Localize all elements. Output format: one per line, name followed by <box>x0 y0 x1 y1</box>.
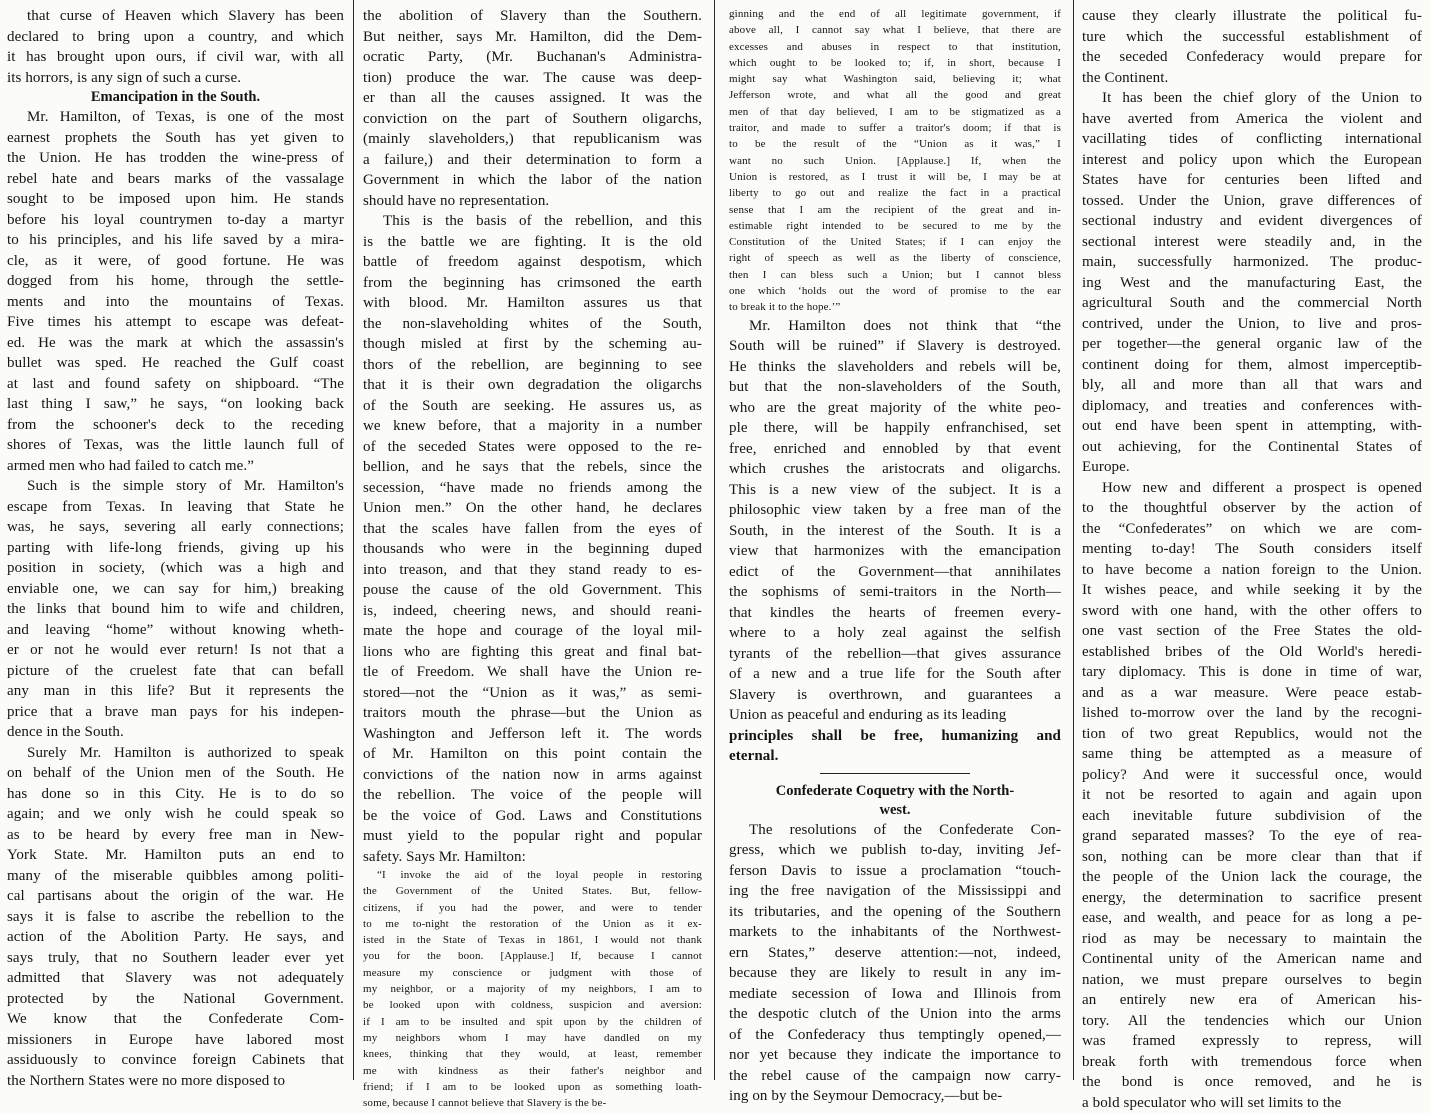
column-rule <box>353 0 354 1080</box>
text-line: of Mr. Hamilton on this point contain the <box>363 744 702 765</box>
text-line: safety. Says Mr. Hamilton: <box>363 847 702 868</box>
text-line: established bribes of the Old World's heredi- <box>1082 642 1422 663</box>
text-line: er than all the causes assigned. It was the <box>363 88 702 109</box>
text-line: out achieving, for the Continental States of <box>1082 437 1422 458</box>
text-line: ing on by the Seymour Democracy,—but be- <box>729 1086 1061 1107</box>
text-line: it not be resorted to again and again upon <box>1082 785 1422 806</box>
article-heading: Confederate Coquetry with the North- <box>729 782 1061 801</box>
text-line: nor yet because they indicate the importance to <box>729 1045 1061 1066</box>
text-line: me with kindness as their father's neighbor and <box>363 1063 702 1079</box>
text-line: it has brought upon ours, if civil war, with all <box>7 47 344 68</box>
text-line: on behalf of the Union men of the South. He <box>7 763 344 784</box>
text-line: thousands who were in the beginning duped <box>363 539 702 560</box>
text-line: an entirely new era of American his- <box>1082 990 1422 1011</box>
text-line: from the beginning has crimsoned the earth <box>363 273 702 294</box>
text-line: This is a new view of the subject. It is a <box>729 480 1061 501</box>
text-line: if I am to be insulted and spit upon by the children of <box>363 1014 702 1030</box>
text-line: Union is restored, as I trust it will be, I may be at <box>729 169 1061 185</box>
text-line: ple there, will be happily enfranchised, set <box>729 418 1061 439</box>
text-line: traitors mouth the phrase—but the Union as <box>363 703 702 724</box>
text-line: the rebellion. The voice of the people will <box>363 785 702 806</box>
text-line: tory. All the tendencies which our Union <box>1082 1011 1422 1032</box>
text-line: son, nothing can be more clear than that if <box>1082 847 1422 868</box>
text-line: It wishes peace, and while seeking it by the <box>1082 580 1422 601</box>
text-line: which crushes the aristocrats and oligarchs. <box>729 459 1061 480</box>
paragraph <box>7 743 344 1092</box>
text-line: has done so in this City. He is to do so <box>7 784 344 805</box>
text-line: It has been the chief glory of the Union to <box>1082 88 1422 109</box>
text-line: Continental unity of the American name and <box>1082 949 1422 970</box>
text-line: ture which the successful establishment of <box>1082 27 1422 48</box>
text-line: thors of the rebellion, are beginning to see <box>363 355 702 376</box>
paragraph <box>363 211 702 867</box>
text-line: action of the Abolition Party. He says, and <box>7 927 344 948</box>
paragraph <box>1082 6 1422 88</box>
text-line: mate the hope and courage of the loyal mil- <box>363 621 702 642</box>
text-line: We know that the Confederate Com- <box>7 1009 344 1030</box>
text-line: position in society, (which was a high and <box>7 558 344 579</box>
text-line: one vast section of the Free States the old- <box>1082 621 1422 642</box>
text-line: ments and into the mountains of Texas. <box>7 292 344 313</box>
text-line: right of speech as well as the liberty of conscience, <box>729 250 1061 266</box>
text-line: which ought to be looked to; if, in short, because I <box>729 55 1061 71</box>
text-line: because they are likely to result in any im- <box>729 963 1061 984</box>
text-line: be the voice of God. Laws and Constitutions <box>363 806 702 827</box>
text-line: sectional industry and evident divergences of <box>1082 211 1422 232</box>
text-line: ease, and wealth, and peace for as long a pe- <box>1082 908 1422 929</box>
text-line: contrived, under the Union, to live and pros- <box>1082 314 1422 335</box>
text-line: then I can bless such a Union; but I cannot bless <box>729 267 1061 283</box>
text-line: edict of the Government—that annihilates <box>729 562 1061 583</box>
text-line: conviction on the part of Southern oligarchs, <box>363 109 702 130</box>
text-line: “I invoke the aid of the loyal people in restoring <box>363 867 702 883</box>
text-line: sectional interest were steadily and, in the <box>1082 232 1422 253</box>
text-line: tion of two great Republics, would not the <box>1082 724 1422 745</box>
text-line: protected by the National Government. <box>7 989 344 1010</box>
text-line: ferson Davis to issue a proclamation “touch- <box>729 861 1061 882</box>
text-line: of the Confederacy thus temptingly opened,— <box>729 1025 1061 1046</box>
text-line: ocratic Party, (Mr. Buchanan's Administra- <box>363 47 702 68</box>
text-line: eternal. <box>729 746 1061 767</box>
text-line: into treason, and that they stand ready to es- <box>363 560 702 581</box>
text-line: where to a holy zeal against the selfish <box>729 623 1061 644</box>
text-line: to have become a nation foreign to the Union. <box>1082 560 1422 581</box>
text-line: and leaving “home” without knowing wheth- <box>7 620 344 641</box>
column-4 <box>1077 0 1430 1080</box>
text-line: some, because I cannot believe that Slavery is the be- <box>363 1095 702 1111</box>
text-line: who are the great majority of the white peo- <box>729 398 1061 419</box>
text-line: bullet was sped. He reached the Gulf coast <box>7 353 344 374</box>
text-line: tion) produce the war. The cause was deep- <box>363 68 702 89</box>
text-line: Jefferson wrote, and what all the good and great <box>729 87 1061 103</box>
text-line: its horrors, is any sign of such a curse. <box>7 68 344 89</box>
text-line: ing the free navigation of the Mississippi and <box>729 881 1061 902</box>
column-rule <box>1073 0 1074 1080</box>
text-line: friend; if I am to be looked upon as something loath- <box>363 1079 702 1095</box>
text-line: of the seceded States were opposed to the re- <box>363 437 702 458</box>
column-rule <box>714 0 715 1080</box>
text-line: Mr. Hamilton does not think that “the <box>729 316 1061 337</box>
text-line: is, indeed, cheering news, and should reani- <box>363 601 702 622</box>
text-line: energy, the determination to sacrifice present <box>1082 888 1422 909</box>
text-line: Constitution of the United States; if I can enjoy the <box>729 234 1061 250</box>
text-line: er or not he would ever return! Is not that a <box>7 640 344 661</box>
text-line: Government in which the labor of the nation <box>363 170 702 191</box>
text-line: riod as may be necessary to maintain the <box>1082 929 1422 950</box>
text-line: be looked upon with coldness, suspicion and aversion: <box>363 997 702 1013</box>
text-line: the non-slaveholding whites of the South, <box>363 314 702 335</box>
text-line: excesses and abuses in respect to that institution, <box>729 39 1061 55</box>
text-line: Five times his attempt to escape was defeat- <box>7 312 344 333</box>
quoted-speech <box>363 867 702 1111</box>
text-line: tossed. Under the Union, grave differences of <box>1082 191 1422 212</box>
text-line: mediate secession of Iowa and Illinois from <box>729 984 1061 1005</box>
text-line: my neighbors whom I may have dandled on my <box>363 1030 702 1046</box>
text-line: but that the non-slaveholders of the South, <box>729 377 1061 398</box>
text-line: the rebel cause of the campaign now carry- <box>729 1066 1061 1087</box>
text-line: measure my conscience or judgment with those of <box>363 965 702 981</box>
text-line: that kindles the hearts of freemen every- <box>729 603 1061 624</box>
text-line: liberty to go out and realize the fact in a practical <box>729 185 1061 201</box>
text-line: a bold speculator who will set limits to the <box>1082 1093 1422 1113</box>
text-line: States have for centuries been lifted and <box>1082 170 1422 191</box>
text-line: This is the basis of the rebellion, and this <box>363 211 702 232</box>
text-line: the Continent. <box>1082 68 1422 89</box>
text-line: the people of the Union lack the courage, the <box>1082 867 1422 888</box>
text-line: the Northern States were no more disposed to <box>7 1071 344 1092</box>
text-line: the Government of the United States. But, fellow- <box>363 883 702 899</box>
text-line: last thing I saw,” he says, “on looking back <box>7 394 344 415</box>
text-line: the Union. He has trodden the wine-press of <box>7 148 344 169</box>
text-line: admitted that Slavery was not adequately <box>7 968 344 989</box>
text-line: my neighbor, or a majority of my neighbors, I am to <box>363 981 702 997</box>
text-line: from the schooner's deck to the receding <box>7 415 344 436</box>
text-line: the sophisms of semi-traitors in the North— <box>729 582 1061 603</box>
text-line: continent doing for them, almost imperceptib- <box>1082 355 1422 376</box>
text-line: was framed expressly to repress, will <box>1082 1031 1422 1052</box>
text-line: secession, “have made no friends among the <box>363 478 702 499</box>
text-line: one which ‘holds out the word of promise to the ear <box>729 283 1061 299</box>
text-line: free, enriched and ennobled by that event <box>729 439 1061 460</box>
text-line: armed men who had failed to catch me.” <box>7 456 344 477</box>
text-line: Europe. <box>1082 457 1422 478</box>
text-line: have averted from America the violent and <box>1082 109 1422 130</box>
text-line: cal partisans about the origin of the war. He <box>7 886 344 907</box>
text-line: South will be ruined” if Slavery is destroyed. <box>729 336 1061 357</box>
text-line: per together—the general organic law of the <box>1082 334 1422 355</box>
text-line: South, in the interest of the South. It is a <box>729 521 1061 542</box>
text-line: view that harmonizes with the emancipation <box>729 541 1061 562</box>
text-line: tyrants of the rebellion—that gives assurance <box>729 644 1061 665</box>
text-line: Union as peaceful and enduring as its leading <box>729 705 1061 726</box>
paragraph <box>1082 478 1422 1113</box>
text-line: out end have been spent in attempting, with- <box>1082 416 1422 437</box>
text-line: York State. Mr. Hamilton puts an end to <box>7 845 344 866</box>
text-line: to break it to the hope.’” <box>729 299 1061 315</box>
text-line: bly, all and more than all that wars and <box>1082 375 1422 396</box>
paragraph <box>363 6 702 211</box>
text-line: rebel hate and bears marks of the vassalage <box>7 169 344 190</box>
text-line: though misled at first by the scheming au- <box>363 334 702 355</box>
text-line: nation, we must prepare ourselves to begin <box>1082 970 1422 991</box>
text-line: break forth with tremendous force when <box>1082 1052 1422 1073</box>
text-line: markets to the inhabitants of the Northwest- <box>729 922 1061 943</box>
text-line: the links that bound him to wife and children, <box>7 599 344 620</box>
text-line: you for the boon. [Applause.] If, because I cannot <box>363 948 702 964</box>
text-line: of a new and a true life for the South after <box>729 664 1061 685</box>
text-line: Such is the simple story of Mr. Hamilton's <box>7 476 344 497</box>
text-line: bellion, and he says that the rebels, since the <box>363 457 702 478</box>
text-line: Union men.” On the other hand, he declares <box>363 498 702 519</box>
paragraph <box>1082 88 1422 478</box>
text-line: at last and found safety on shipboard. “The <box>7 374 344 395</box>
text-line: should have no representation. <box>363 191 702 212</box>
text-line: might say what Washington said, believing it; what <box>729 71 1061 87</box>
text-line: main, successfully harmonized. The produc- <box>1082 252 1422 273</box>
text-line: want no such Union. [Applause.] If, when the <box>729 153 1061 169</box>
text-line: assiduously to convince foreign Cabinets that <box>7 1050 344 1071</box>
text-line: was, he says, severing all early connections; <box>7 517 344 538</box>
text-line: price that a brave man pays for his indepen- <box>7 702 344 723</box>
paragraph <box>729 316 1061 726</box>
text-line: is the battle we are fighting. It is the old <box>363 232 702 253</box>
text-line: many of the miserable quibbles among politi- <box>7 866 344 887</box>
text-line: to be the result of the “Union as it was,” I <box>729 136 1061 152</box>
text-line: agricultural South and the commercial North <box>1082 293 1422 314</box>
text-line: must yield to the popular right and popular <box>363 826 702 847</box>
text-line: of the South are seeking. He assures us, as <box>363 396 702 417</box>
text-line: shores of Texas, was the little launch full of <box>7 435 344 456</box>
text-line: menting to-day! The South considers itself <box>1082 539 1422 560</box>
text-line: cause they clearly illustrate the political fu- <box>1082 6 1422 27</box>
text-line: to me to-night the restoration of the Union as it ex- <box>363 916 702 932</box>
text-line: stored—not the “Union as it was,” as semi- <box>363 683 702 704</box>
text-line: lished to-morrow over the land by the recogni- <box>1082 703 1422 724</box>
text-line: parting with life-long friends, giving up his <box>7 538 344 559</box>
text-line: diplomacy, and treaties and conferences with- <box>1082 396 1422 417</box>
column-2 <box>357 0 710 1080</box>
text-line: above all, I cannot say what I believe, that there are <box>729 22 1061 38</box>
text-line: gress, which we publish to-day, inviting Jef- <box>729 840 1061 861</box>
text-line: again; and we only wish he could speak so <box>7 804 344 825</box>
text-line: Surely Mr. Hamilton is authorized to speak <box>7 743 344 764</box>
text-line: earnest prophets the South has yet given to <box>7 128 344 149</box>
text-line: declared to bring upon a country, and which <box>7 27 344 48</box>
paragraph <box>7 6 344 88</box>
text-line: the despotic clutch of the Union into the arms <box>729 1004 1061 1025</box>
text-line: (mainly slaveholders,) that republicanism was <box>363 129 702 150</box>
text-line: a failure,) and their determination to form a <box>363 150 702 171</box>
text-line: and as a war measure. Were peace estab- <box>1082 683 1422 704</box>
text-line: traitor, and made to suffer a traitor's doom; if that is <box>729 120 1061 136</box>
text-line: citizens, if you had the power, and were to tender <box>363 900 702 916</box>
text-line: Slavery is overthrown, and guarantees a <box>729 685 1061 706</box>
text-line: knees, thinking that they would, at least, remember <box>363 1046 702 1062</box>
text-line: tary diplomacy. This is done in time of war, <box>1082 662 1422 683</box>
text-line: He thinks the slaveholders and rebels will be, <box>729 357 1061 378</box>
paragraph <box>7 107 344 476</box>
text-line: any man in this life? But it represents the <box>7 681 344 702</box>
text-line: interest and policy upon which the European <box>1082 150 1422 171</box>
text-line: the abolition of Slavery than the Southern. <box>363 6 702 27</box>
quoted-speech <box>729 6 1061 316</box>
text-line: lions who are fighting this great and final bat- <box>363 642 702 663</box>
text-line: The resolutions of the Confederate Con- <box>729 820 1061 841</box>
column-3 <box>719 0 1069 1080</box>
text-line: we knew before, that a majority in a number <box>363 416 702 437</box>
text-line: ern States,” deserve attention:—not, indeed, <box>729 943 1061 964</box>
text-line: vacillating tides of conflicting international <box>1082 129 1422 150</box>
text-line: picture of the cruelest fate that can befall <box>7 661 344 682</box>
text-line: cle, as it were, of good fortune. He was <box>7 251 344 272</box>
text-line: battle of freedom against despotism, which <box>363 252 702 273</box>
text-line: ginning and the end of all legitimate government, if <box>729 6 1061 22</box>
article-heading: Emancipation in the South. <box>7 88 344 107</box>
text-line: enviable one, we can say for him,) breaking <box>7 579 344 600</box>
text-line: says it is false to ascribe the rebellion to the <box>7 907 344 928</box>
text-line: each inevitable future subdivision of the <box>1082 806 1422 827</box>
text-line: that it is their own degradation the oligarchs <box>363 375 702 396</box>
text-line: ed. He was the mark at which the assassin's <box>7 333 344 354</box>
text-line: grand separated masses? To the eye of rea- <box>1082 826 1422 847</box>
text-line: to the thoughtful observer by the action of <box>1082 498 1422 519</box>
text-line: tle of Freedom. We shall have the Union re- <box>363 662 702 683</box>
section-separator <box>820 773 970 774</box>
text-line: the bond is once removed, and he is <box>1082 1072 1422 1093</box>
text-line: that curse of Heaven which Slavery has been <box>7 6 344 27</box>
text-line: men of that day believed, I am to be stigmatized as a <box>729 104 1061 120</box>
text-line: that the scales have fallen from the eyes of <box>363 519 702 540</box>
text-line: sought to be imposed upon him. He stands <box>7 189 344 210</box>
text-line: philosophic view taken by a free man of the <box>729 500 1061 521</box>
text-line: sword with one hand, with the other offers to <box>1082 601 1422 622</box>
text-line: principles shall be free, humanizing and <box>729 726 1061 747</box>
paragraph <box>7 476 344 743</box>
text-line: convictions of the nation now in arms against <box>363 765 702 786</box>
text-line: sense that I am the recipient of the great and in- <box>729 202 1061 218</box>
text-line: isted in the State of Texas in 1861, I would not thank <box>363 932 702 948</box>
column-1 <box>0 0 350 1080</box>
text-line: estimable right intended to be secured to me by the <box>729 218 1061 234</box>
text-line: But neither, says Mr. Hamilton, did the Dem- <box>363 27 702 48</box>
text-line: says truly, that no Southern leader ever yet <box>7 948 344 969</box>
text-line: dence in the South. <box>7 722 344 743</box>
article-heading: west. <box>729 801 1061 820</box>
text-line: to his principles, and his life saved by a mira- <box>7 230 344 251</box>
text-line: escape from Texas. In leaving that State he <box>7 497 344 518</box>
text-line: policy? And were it successful once, would <box>1082 765 1422 786</box>
text-line: How new and different a prospect is opened <box>1082 478 1422 499</box>
text-line: the “Confederates” on which we are com- <box>1082 519 1422 540</box>
text-line: pouse the cause of the old Government. This <box>363 580 702 601</box>
paragraph <box>729 820 1061 1107</box>
text-line: as to be heard by every free man in New- <box>7 825 344 846</box>
paragraph <box>729 726 1061 767</box>
text-line: Washington and Jefferson left it. The words <box>363 724 702 745</box>
text-line: before his loyal countrymen to-day a martyr <box>7 210 344 231</box>
text-line: missioners in Europe have labored most <box>7 1030 344 1051</box>
text-line: with blood. Mr. Hamilton assures us that <box>363 293 702 314</box>
text-line: its tributaries, and the opening of the Southern <box>729 902 1061 923</box>
text-line: ing West and the manufacturing East, the <box>1082 273 1422 294</box>
text-line: Mr. Hamilton, of Texas, is one of the most <box>7 107 344 128</box>
text-line: dogged from his home, through the settle- <box>7 271 344 292</box>
text-line: the seceded Confederacy would prepare for <box>1082 47 1422 68</box>
text-line: same thing be attempted as a measure of <box>1082 744 1422 765</box>
